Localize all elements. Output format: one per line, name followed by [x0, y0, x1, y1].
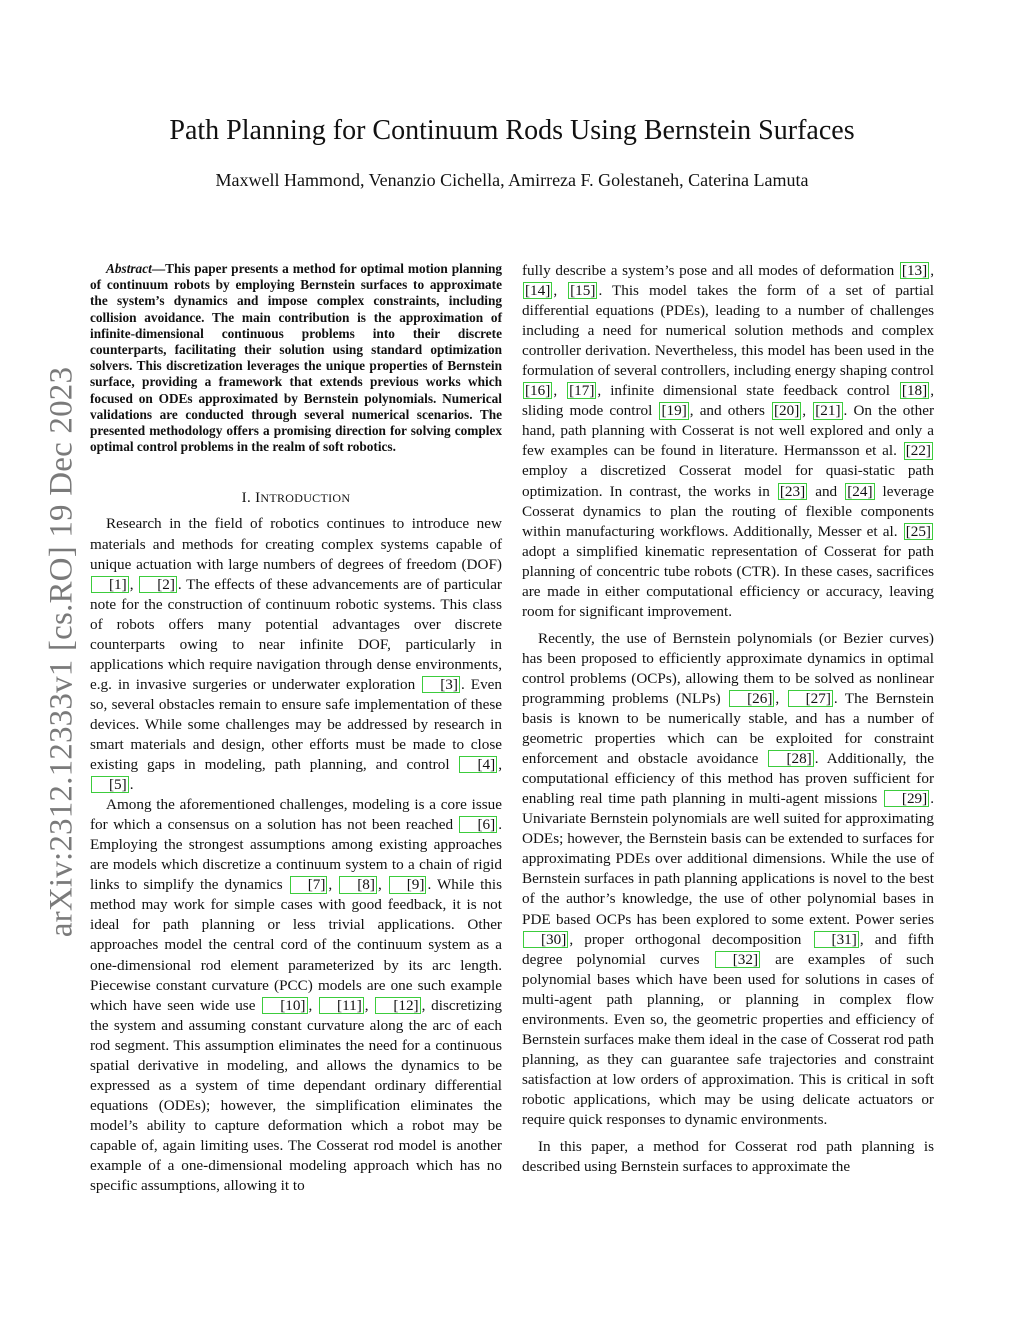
section-title-rest: NTRODUCTION: [260, 491, 351, 506]
citation-link[interactable]: [24]: [847, 482, 873, 500]
citation-link[interactable]: [30]: [523, 931, 568, 948]
citation-link[interactable]: [19]: [661, 402, 687, 420]
citation-link[interactable]: [32]: [715, 951, 760, 968]
citation-link[interactable]: [29]: [884, 790, 929, 807]
citation-link[interactable]: [28]: [768, 750, 813, 767]
intro-paragraph-2: Among the aforementioned challenges, modeling is a core issue for which a consensus on a solution has not been reached [6] . Employing the strongest assumptions among existing approaches are models which discretize a continuum system to a chain of rigid links to simplify the dynamics [7] , [8] , [9] . While this method may work for simple cases with good feedback, it is not ideal for path planning or less trivial applications. Other approaches model the central cord of the continuum system as a one-dimensional rod element parameterized by its arc length. Piecewise constant curvature (PCC) models are one such example which have seen wide use [10] , [11] , [12] , discretizing the system and assuming constant curvature along the arc of each rod segment. This assumption eliminates the need for a continuous spatial derivative in modeling, and allows the dynamics to be expressed as a system of time dependant ordinary differential equations (ODEs); however, the simplification eliminates the model’s ability to capture deformation which a robot may be capable of, again limiting uses. The Cosserat rod model is another example of a one-dimensional modeling approach which has no specific assumptions, allowing it to: [90, 796, 503, 1195]
citation-link[interactable]: [8]: [339, 876, 377, 893]
intro-paragraph-4: In this paper, a method for Cosserat rod path planning is described using Bernstein surfaces to approximate the: [522, 1138, 934, 1176]
citation-link[interactable]: [31]: [814, 931, 859, 948]
citation-link[interactable]: [26]: [729, 690, 774, 707]
intro-paragraph-2-continued: fully describe a system’s pose and all modes of deformation [13] , [14] , [15] . This model takes the form of a set of partial differential equations (PDEs), leading to a number of challenges including a need for numerical solution methods and complex controller derivation. Nevertheless, this model has been used in the formulation of several controllers, including energy shaping control [16] , [17] , infinite dimensional state feedback control [18] , sliding mode control [19] , and others [20] , [21] . On the other hand, path planning with Cosserat is not well explored and only a few examples can be found in literature. Hermansson et al. [22] employ a discretized Cosserat model for quasi-static path optimization. In contrast, the works in [23] and [24] leverage Cosserat dynamics to plan the routing of flexible components within manufacturing workflows. Additionally, Messer et al. [25] adopt a simplified kinematic representation of Cosserat for path planning of concentric tube robots (CTR). In these cases, sacrifices are made in either computational efficiency or accuracy, leaving room for significant improvement.: [522, 262, 935, 620]
abstract: [90, 261, 502, 455]
citation-link[interactable]: [23]: [779, 482, 806, 500]
citation-link[interactable]: [4]: [459, 756, 497, 773]
citation-link[interactable]: [25]: [905, 522, 931, 540]
intro-paragraph-3: Recently, the use of Bernstein polynomials (or Bezier curves) has been proposed to efficiently approximate dynamics in optimal control problems (OCPs), allowing them to be solved as nonlinear programming problems (NLPs) [26] , [27] . The Bernstein basis is known to be numerically stable, and has a number of geometric properties which can be exploited for constraint enforcement and obstacle avoidance [28] . Additionally, the computational efficiency of this method has proven sufficient for enabling real time path planning in multi-agent missions [29] . Univariate Bernstein polynomials are well suited for approximating ODEs; however, the Bernstein basis can be extended to surfaces for approximating PDEs over additional dimensions. While the use of Bernstein surfaces in path planning applications is novel to the best of the author’s knowledge, the use of other polynomial bases in PDE based OCPs has been explored to some extent. Power series [30] , proper orthogonal decomposition [31] , and fifth degree polynomial curves [32] are examples of such polynomial bases which have been used for solutions in cases of multi-agent path planning, or planning in complex flow environments. Even so, the geometric properties and efficiency of Bernstein surfaces make them ideal in the case of Cosserat rod path planning, as they can guarantee safe trajectories and constraint satisfaction at low orders of approximation. This is critical in soft robotic applications, which may be using delicate actuators or require quick responses to dynamic environments.: [522, 629, 935, 1128]
citation-link[interactable]: [11]: [319, 997, 364, 1014]
right-column: [522, 261, 934, 1177]
citation-link[interactable]: [5]: [91, 776, 129, 793]
section-heading-introduction: [90, 488, 502, 508]
citation-link[interactable]: [7]: [290, 876, 328, 893]
citation-link[interactable]: [21]: [815, 402, 841, 420]
citation-link[interactable]: [17]: [569, 382, 595, 400]
citation-link[interactable]: [9]: [389, 876, 427, 893]
citation-link[interactable]: [13]: [901, 262, 928, 279]
citation-link[interactable]: [18]: [901, 382, 928, 400]
citation-link[interactable]: [15]: [570, 282, 596, 300]
citation-link[interactable]: [3]: [422, 676, 460, 693]
citation-link[interactable]: [6]: [459, 816, 497, 833]
citation-link[interactable]: [10]: [262, 997, 307, 1014]
abstract-label: Abstract: [106, 261, 152, 276]
abstract-text: —This paper presents a method for optimal motion planning of continuum robots by employing Bernstein surfaces to approximate the system’s dynamics and impose complex constraints, including collision avoidance. The main contribution is the approximation of infinite-dimensional continuous problems into their discrete counterparts, facilitating their solution using standard optimization solvers. This discretization leverages the unique properties of Bernstein surface, providing a framework that extends previous works which focused on ODEs approximated by Bernstein polynomials. Numerical validations are conducted through several numerical scenarios. The presented methodology offers a promising direction for solving complex optimal control problems in the realm of soft robotics.: [90, 261, 502, 455]
citation-link[interactable]: [27]: [788, 690, 833, 707]
citation-link[interactable]: [16]: [525, 382, 551, 400]
author-list: Maxwell Hammond, Venanzio Cichella, Amirreza F. Golestaneh, Caterina Lamuta: [215, 170, 809, 190]
left-column: [90, 261, 502, 1196]
section-number: I.: [241, 490, 256, 507]
citation-link[interactable]: [2]: [139, 576, 177, 593]
intro-paragraph-1: Research in the field of robotics continues to introduce new materials and methods for creating complex systems capable of unique actuation with large numbers of degrees of freedom (DOF) [1] , [2] . The effects of these advancements are of particular note for the construction of continuum robotic systems. This class of robots offers many potential advantages over discrete counterparts owing to near infinite DOF, particularly in applications which require navigation through dense environments, e.g. in invasive surgeries or underwater exploration [3] . Even so, several obstacles remain to ensure safe implementation of these devices. While some challenges may be addressed by research in smart materials and design, other efforts must be made to close existing gaps in modeling, path planning, and control [4] , [5] .: [90, 515, 503, 794]
citation-link[interactable]: [22]: [905, 442, 931, 460]
section-title-initial: I: [255, 490, 261, 507]
paper-title: Path Planning for Continuum Rods Using Bernstein Surfaces: [169, 115, 855, 146]
citation-link[interactable]: [14]: [525, 282, 551, 300]
citation-link[interactable]: [12]: [375, 997, 420, 1014]
citation-link[interactable]: [20]: [773, 402, 800, 420]
citation-link[interactable]: [1]: [91, 576, 129, 593]
arxiv-identifier: arXiv:2312.12333v1 [cs.RO] 19 Dec 2023: [43, 366, 80, 938]
